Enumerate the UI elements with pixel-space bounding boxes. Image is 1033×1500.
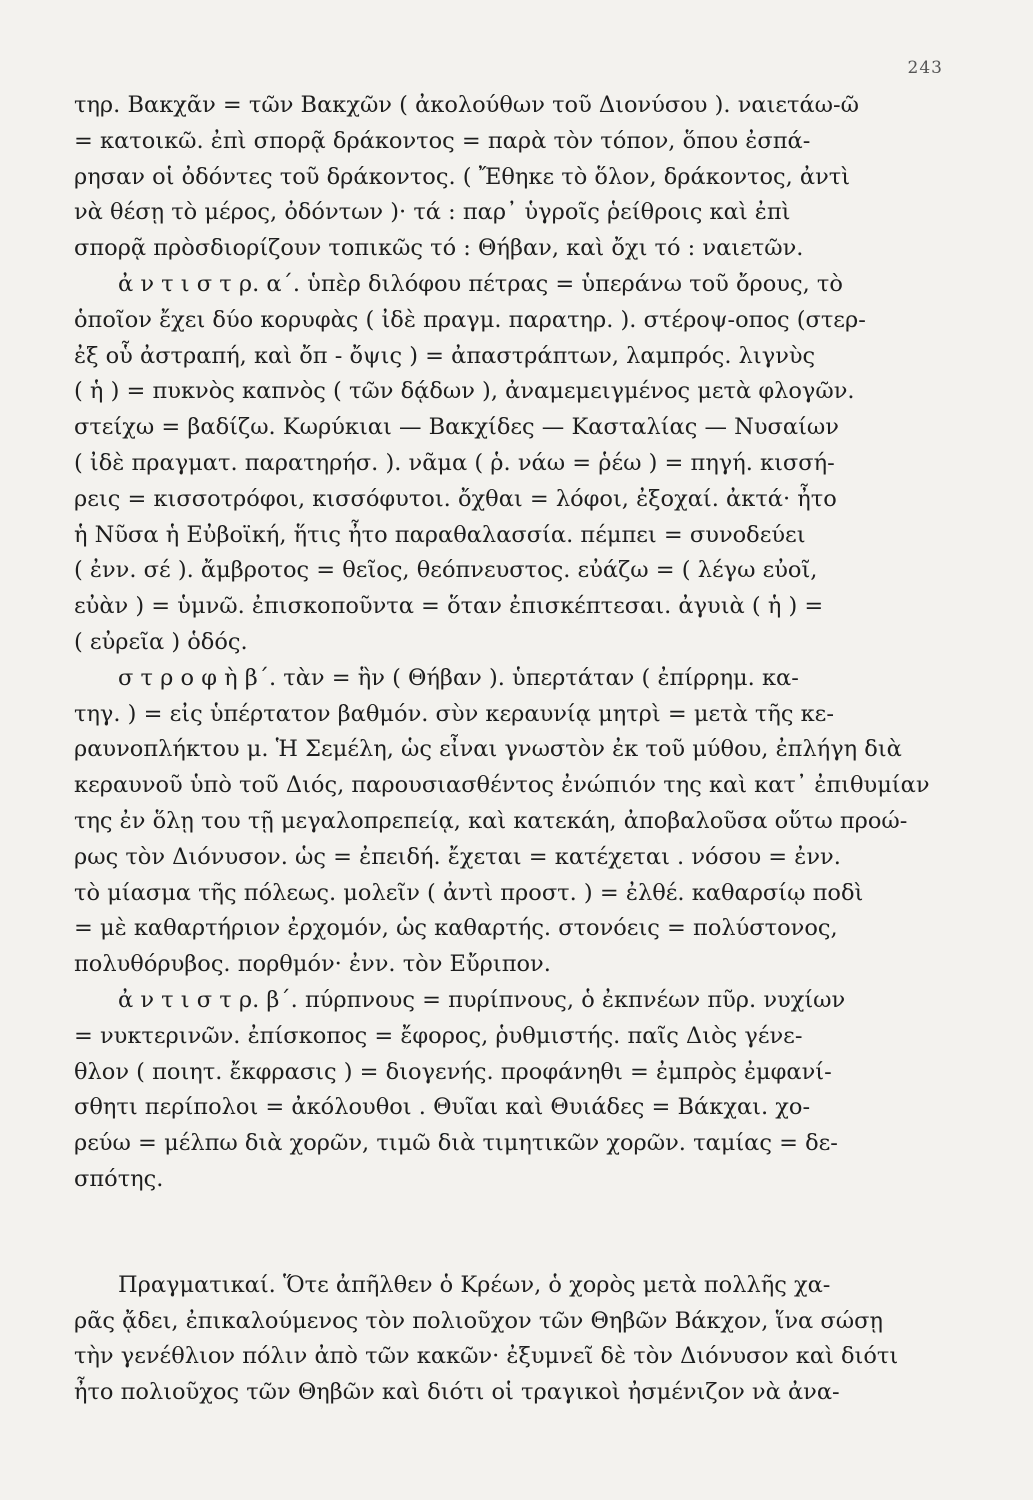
text-line: νὰ θέσῃ τὸ μέρος, ὀδόντων )· τά : παρ᾽ ὑγροῖς ῥείθροις καὶ ἐπὶ	[74, 199, 791, 226]
page-number: 243	[907, 58, 943, 78]
text-line: σπότης.	[74, 1165, 164, 1192]
text-line: = μὲ καθαρτήριον ἐρχομόν, ὡς καθαρτής. στονόεις = πολύστονος,	[74, 915, 838, 942]
text-line: ρᾶς ᾄδει, ἐπικαλούμενος τὸν πολιοῦχον τῶν Θηβῶν Βάκχον, ἵνα σώσῃ	[74, 1307, 883, 1334]
text-line: ἀ ν τ ι σ τ ρ. β΄. πύρπνους = πυρίπνους, ὁ ἐκπνέων πῦρ. νυχίων	[118, 986, 846, 1013]
text-line: της ἐν ὅλῃ του τῇ μεγαλοπρεπείᾳ, καὶ κατεκάη, ἀποβαλοῦσα οὕτω προώ-	[74, 807, 908, 834]
text-line: ἀ ν τ ι σ τ ρ. α΄. ὑπὲρ διλόφου πέτρας = ὑπεράνω τοῦ ὄρους, τὸ	[118, 270, 843, 297]
text-line: ἡ Νῦσα ἡ Εὐβοϊκή, ἥτις ἦτο παραθαλασσία. πέμπει = συνοδεύει	[74, 521, 806, 548]
text-line: = νυκτερινῶν. ἐπίσκοπος = ἔφορος, ῥυθμιστής. παῖς Διὸς γένε-	[74, 1022, 803, 1049]
text-line: σ τ ρ ο φ ὴ β΄. τὰν = ἣν ( Θήβαν ). ὑπερτάταν ( ἐπίρρημ. κα-	[118, 664, 799, 691]
text-line: στείχω = βαδίζω. Κωρύκιαι — Βακχίδες — Κασταλίας — Νυσαίων	[74, 414, 839, 441]
text-line: σπορᾷ πρὸσδιορίζουν τοπικῶς τό : Θήβαν, καὶ ὄχι τό : ναιετῶν.	[74, 235, 804, 262]
text-line: ( εὐρεῖα ) ὁδός.	[74, 628, 248, 655]
text-line: πολυθόρυβος. πορθμόν· ἐνν. τὸν Εὔριπον.	[74, 951, 551, 978]
text-line: ἐξ οὗ ἀστραπή, καὶ ὄπ - ὄψις ) = ἀπαστράπτων, λαμπρός. λιγνὺς	[74, 342, 816, 369]
text-line: ρησαν οἱ ὀδόντες τοῦ δράκοντος. ( Ἔθηκε τὸ ὅλον, δράκοντος, ἀντὶ	[74, 163, 851, 190]
text-line: ρεύω = μέλπω διὰ χορῶν, τιμῶ διὰ τιμητικῶν χορῶν. ταμίας = δε-	[74, 1130, 838, 1157]
text-line: ( ἐνν. σέ ). ἄμβροτος = θεῖος, θεόπνευστος. εὐάζω = ( λέγω εὐοῖ,	[74, 557, 818, 584]
text-line: ὁποῖον ἔχει δύο κορυφὰς ( ἰδὲ πραγμ. παρατηρ. ). στέροψ-οπος (στερ-	[74, 306, 866, 333]
text-line: ραυνοπλήκτου μ. Ἡ Σεμέλη, ὡς εἶναι γνωστὸν ἐκ τοῦ μύθου, ἐπλήγη διὰ	[74, 736, 902, 763]
commentary-text	[74, 88, 962, 1411]
text-line: τὴν γενέθλιον πόλιν ἀπὸ τῶν κακῶν· ἐξυμνεῖ δὲ τὸν Διόνυσον καὶ διότι	[74, 1343, 899, 1370]
paragraph-gap	[74, 1198, 962, 1268]
text-line: θλον ( ποιητ. ἔκφρασις ) = διογενής. προφάνηθι = ἐμπρὸς ἐμφανί-	[74, 1058, 832, 1085]
text-line: σθητι περίπολοι = ἀκόλουθοι . Θυῖαι καὶ Θυιάδες = Βάκχαι. χο-	[74, 1094, 811, 1121]
text-line: εὐὰν ) = ὑμνῶ. ἐπισκοποῦντα = ὅταν ἐπισκέπτεσαι. ἀγυιὰ ( ἡ ) =	[74, 593, 824, 620]
text-line: ρως τὸν Διόνυσον. ὡς = ἐπειδή. ἔχεται = κατέχεται . νόσου = ἐνν.	[74, 843, 841, 870]
text-line: κεραυνοῦ ὑπὸ τοῦ Διός, παρουσιασθέντος ἐνώπιόν της καὶ κατ᾽ ἐπιθυμίαν	[74, 772, 930, 799]
text-line: τὸ μίασμα τῆς πόλεως. μολεῖν ( ἀντὶ προστ. ) = ἐλθέ. καθαρσίῳ ποδὶ	[74, 879, 864, 906]
text-line: ( ἡ ) = πυκνὸς καπνὸς ( τῶν δᾴδων ), ἀναμεμειγμένος μετὰ φλογῶν.	[74, 378, 855, 405]
text-line: = κατοικῶ. ἐπὶ σπορᾷ δράκοντος = παρὰ τὸν τόπον, ὅπου ἐσπά-	[74, 127, 811, 154]
text-line: ἦτο πολιοῦχος τῶν Θηβῶν καὶ διότι οἱ τραγικοὶ ἠσμένιζον νὰ ἀνα-	[74, 1379, 840, 1406]
text-line: ( ἰδὲ πραγματ. παρατηρήσ. ). νᾶμα ( ῥ. νάω = ῥέω ) = πηγή. κισσή-	[74, 449, 835, 476]
text-line: τηρ. Βακχᾶν = τῶν Βακχῶν ( ἀκολούθων τοῦ Διονύσου ). ναιετάω-ῶ	[74, 92, 859, 118]
text-line: τηγ. ) = εἰς ὑπέρτατον βαθμόν. σὺν κεραυνίᾳ μητρὶ = μετὰ τῆς κε-	[74, 700, 834, 727]
text-line: Πραγματικαί. Ὅτε ἀπῆλθεν ὁ Κρέων, ὁ χορὸς μετὰ πολλῆς χα-	[118, 1271, 831, 1298]
text-line: ρεις = κισσοτρόφοι, κισσόφυτοι. ὄχθαι = λόφοι, ἐξοχαί. ἀκτά· ἦτο	[74, 485, 837, 512]
